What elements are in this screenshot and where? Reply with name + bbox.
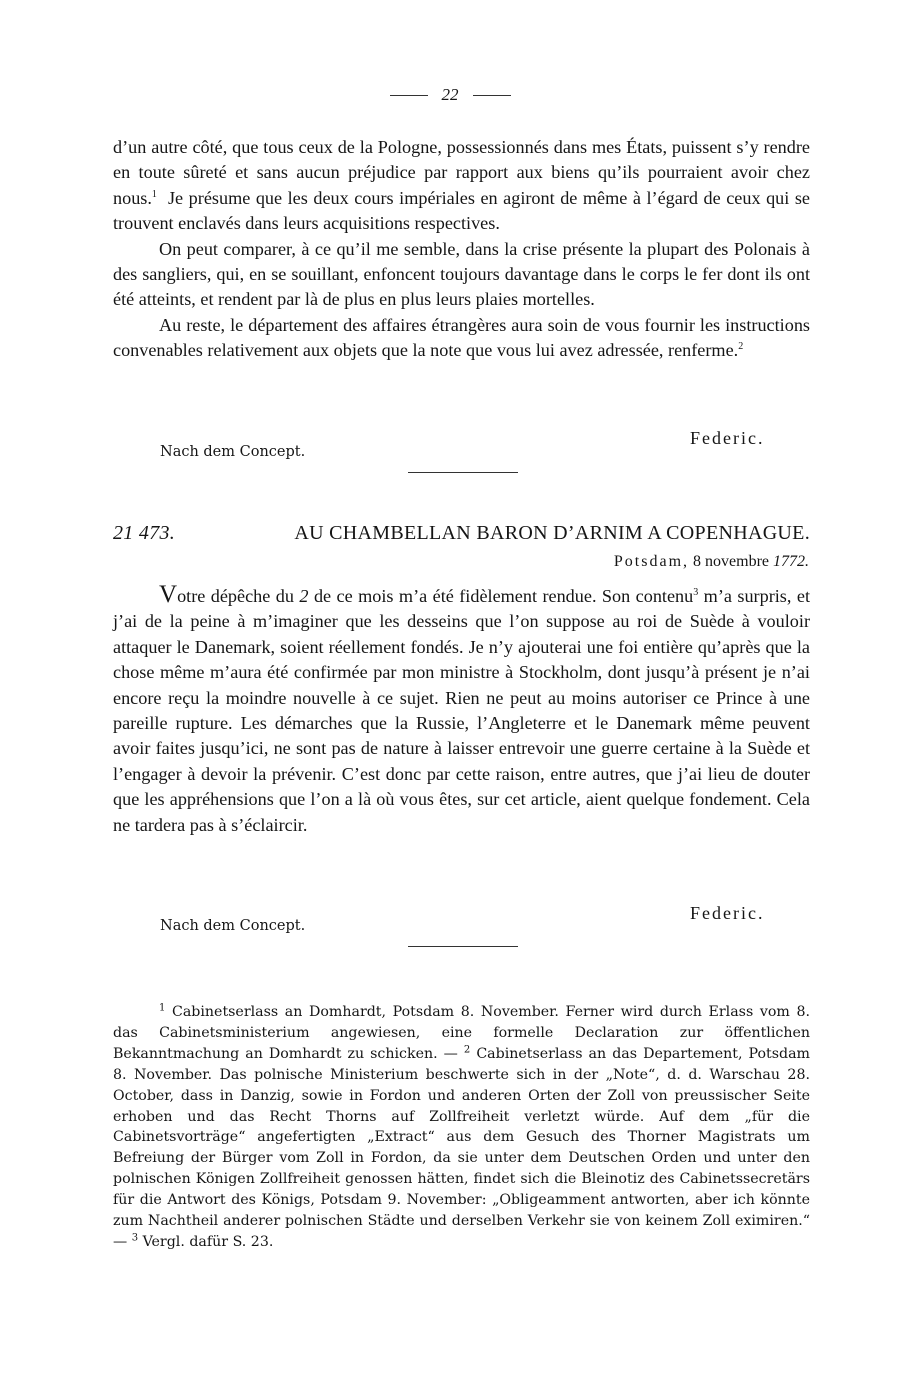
footnote-ref-1: 1 <box>151 188 157 200</box>
letter1-paragraph-3 <box>113 313 810 364</box>
letter1-paragraph-1 <box>113 135 810 237</box>
footnote-ref-3: 3 <box>693 586 699 598</box>
footnote-marker-1: 1 <box>159 1002 166 1014</box>
letter2-year: 1772. <box>773 553 809 570</box>
letter2-text-b: de ce mois m’a été fidèlement rendue. Son contenu <box>313 586 694 606</box>
letter1-paragraph-1-continued: Je présume que les deux cours impériales en agiront de même à l’égard de ceux qui se trouvent enclavés dans leurs acquisitions respectives. <box>113 187 811 234</box>
footnote-ref-2: 2 <box>738 341 744 353</box>
letter2-text-c: m’a surpris, et j’ai de la peine à m’imaginer que les desseins que l’on suppose au roi de Suède à vouloir attaquer le Danemark, soient réellement fondés. Je n’y ajouterai une foi entière qu’après que la chose même m’aura été confirmée par mon ministre à Stockholm, dont jusqu’à présent je n’ai encore reçu la moindre nouvelle à ce sujet. Rien ne peut au moins autoriser ce Prince à une pareille rupture. Les démarches que la Russie, l’Angleterre et le Danemark même peuvent avoir faites jusqu’ici, ne sont pas de nature à laisser entrevoir une guerre certaine à la Suède et l’engager à devoir la prévenir. C’est donc par cette raison, entre autres, que j’ai lieu de douter que les appréhensions que l’on a là où vous êtes, sur cet article, aient quelque fondement. Cela ne tardera pas à s’éclaircir. <box>113 586 810 835</box>
letter-separator-1 <box>408 472 518 473</box>
footnotes <box>113 1002 810 1253</box>
page-header <box>0 85 900 105</box>
footnote-1-text: Cabinetserlass an Domhardt, Potsdam 8. November. Ferner wird durch Erlass vom 8. das Cabinetsministerium angewiesen, eine formelle Declaration zur öffentlichen Bekanntmachung an Domhardt zu schicken. — <box>113 1004 810 1062</box>
letter1-body <box>113 135 810 364</box>
letter1-signature: Federic. <box>690 428 765 448</box>
footnote-marker-3: 3 <box>131 1232 139 1244</box>
header-rule-right <box>473 95 511 96</box>
letter2-body <box>113 582 810 838</box>
letter2-title: AU CHAMBELLAN BARON D’ARNIM A COPENHAGUE. <box>294 522 810 544</box>
footnote-block <box>113 1002 810 1253</box>
page-number: 22 <box>441 85 459 104</box>
letter1-paragraph-1-text: d’un autre côté, que tous ceux de la Pologne, possessionnés dans mes États, puissent s’y rendre en toute sûreté et sans aucun préjudice par rapport aux biens qu’ils pourraient avoir chez nous. <box>113 137 810 208</box>
footnote-3-text: Vergl. dafür S. 23. <box>142 1233 274 1250</box>
letter2-day: 2 <box>299 586 309 606</box>
letter2-source-note: Nach dem Concept. <box>160 918 306 934</box>
letter2-text-a: otre dépêche du <box>177 586 294 606</box>
letter-separator-2 <box>408 946 518 947</box>
letter1-source-note: Nach dem Concept. <box>160 444 306 460</box>
letter2-signature: Federic. <box>690 903 765 923</box>
letter2-heading <box>113 522 810 545</box>
header-rule-left <box>390 95 428 96</box>
letter1-paragraph-2: On peut comparer, à ce qu’il me semble, dans la crise présente la plupart des Polonais à des sangliers, qui, en se souillant, enfoncent toujours davantage dans le corps le fer dont ils ont été atteints, et rendent par là de plus en plus leurs plaies mortelles. <box>113 238 810 310</box>
letter2-number: 21 473. <box>113 522 176 544</box>
letter2-initial: V <box>159 581 178 608</box>
footnote-marker-2: 2 <box>463 1044 471 1056</box>
letter2-dateline <box>614 553 809 571</box>
letter2-place: Potsdam, <box>613 553 690 570</box>
letter1-paragraph-3-text: Au reste, le département des affaires étrangères aura soin de vous fournir les instructions convenables relativement aux objets que la note que vous lui avez adressée, renferme. <box>113 314 810 361</box>
letter2-paragraph <box>113 582 810 838</box>
letter2-date: 8 novembre <box>693 553 769 570</box>
footnote-2-text: Cabinetserlass an das Departement, Potsdam 8. November. Das polnische Ministerium beschwerte sich in der „Note“, d. d. Warschau 28. October, dass in Danzig, sowie in Fordon und anderen Orten der Zoll von preussischer Seite erhoben und das Recht Thorns auf Zollfreiheit verletzt würde. Auf dem „für die Cabinetsvorträge“ angefertigten „Extract“ aus dem Gesuch des Thorner Magistrats um Befreiung der Bürger vom Zoll in Fordon, da sie unter dem Deutschen Orden und unter den polnischen Königen Zollfreiheit genossen hätten, findet sich die Bleinotiz des Cabinetssecretärs für die Antwort des Königs, Potsdam 9. November: „Obligeamment antworten, aber ich könnte zum Nachtheil anderer polnischen Städte und derselben Verkehr sie von keinem Zoll eximiren.“ — <box>113 1045 810 1250</box>
